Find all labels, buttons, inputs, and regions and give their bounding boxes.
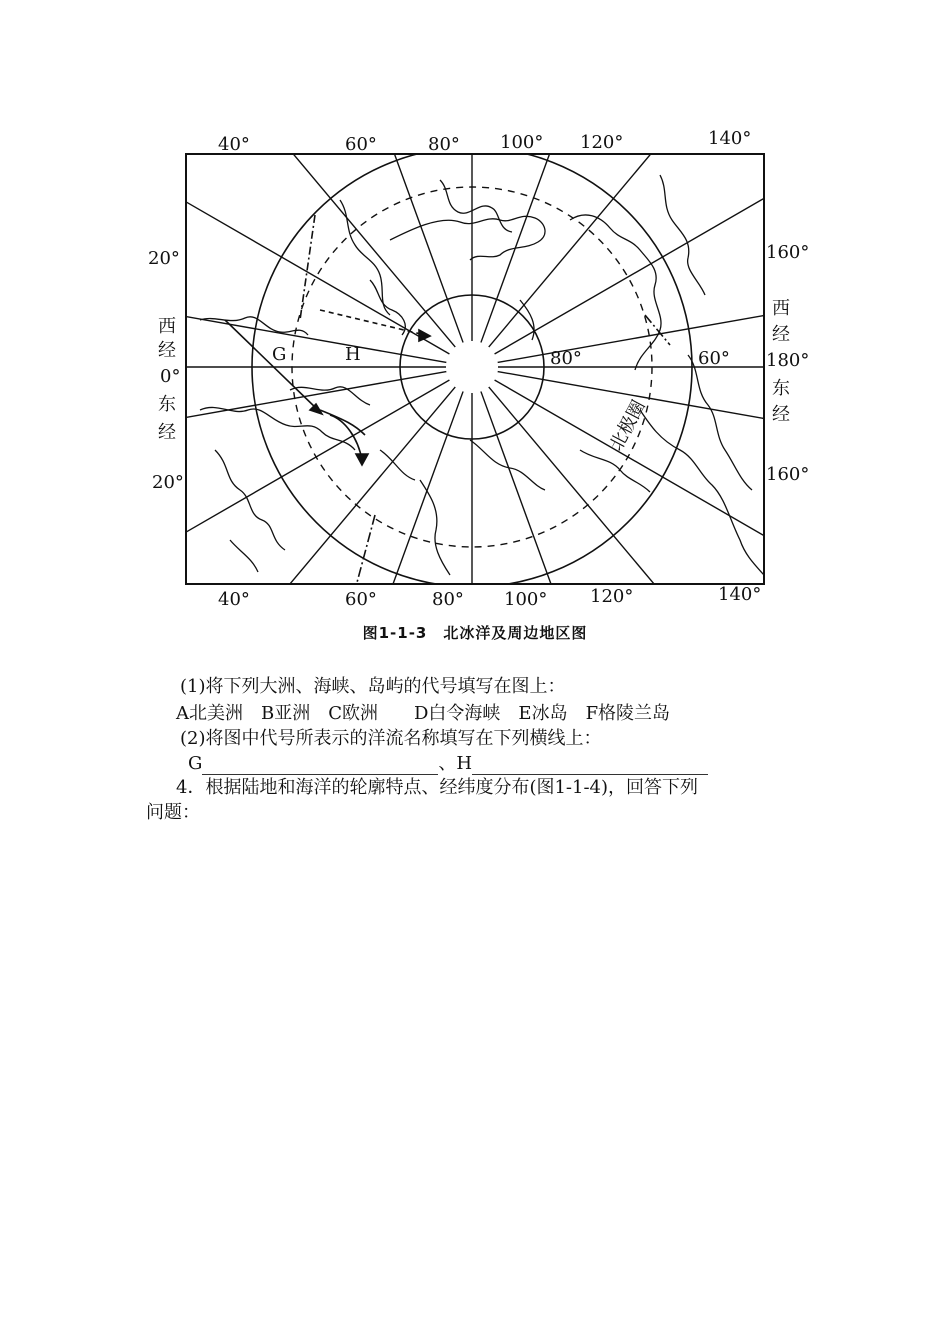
top-label-100: 100° xyxy=(500,132,544,153)
bottom-label-100: 100° xyxy=(504,589,548,610)
left-label-20-lower: 20° xyxy=(152,472,184,493)
right-label-west-1: 西 xyxy=(772,298,790,319)
bottom-label-60: 60° xyxy=(345,589,377,610)
left-label-west-2: 经 xyxy=(158,340,176,361)
meridian-line xyxy=(0,372,446,472)
bottom-label-40: 40° xyxy=(218,589,250,610)
pole-center xyxy=(446,341,498,393)
meridian-line xyxy=(481,0,677,343)
figure-caption: 图1-1-3 北冰洋及周边地区图 xyxy=(362,624,588,642)
top-label-60: 60° xyxy=(345,134,377,155)
top-label-120: 120° xyxy=(580,132,624,153)
top-label-80: 80° xyxy=(428,134,460,155)
top-label-40: 40° xyxy=(218,134,250,155)
right-label-180: 180° xyxy=(766,350,810,371)
left-label-east-1: 东 xyxy=(158,394,176,415)
lat-label-60: 60° xyxy=(698,348,730,369)
blank-label-g: G xyxy=(188,753,203,774)
bottom-label-120: 120° xyxy=(590,586,634,607)
top-label-140: 140° xyxy=(708,128,752,149)
meridian-line xyxy=(267,391,463,930)
left-label-west-1: 西 xyxy=(158,316,176,337)
currents xyxy=(225,215,670,590)
meridian-line xyxy=(267,0,463,343)
bottom-label-140: 140° xyxy=(718,584,762,605)
lat-label-80: 80° xyxy=(550,348,582,369)
right-label-east-2: 经 xyxy=(772,404,790,425)
current-label-g: G xyxy=(272,344,287,365)
question-4-line-1: 4．根据陆地和海洋的轮廓特点、经纬度分布(图1-1-4)，回答下列 xyxy=(176,777,699,798)
right-label-160-lower: 160° xyxy=(766,464,810,485)
arctic-circle-label: 北极圈 xyxy=(605,396,650,455)
left-label-20-upper: 20° xyxy=(148,248,180,269)
left-label-east-2: 经 xyxy=(158,422,176,443)
meridian-line xyxy=(489,0,858,347)
question-4-line-2: 问题： xyxy=(146,802,200,823)
meridian-line xyxy=(0,263,446,363)
question-2: (2)将图中代号所表示的洋流名称填写在下列横线上： xyxy=(180,728,602,749)
right-label-east-1: 东 xyxy=(772,378,790,399)
question-1: (1)将下列大洲、海峡、岛屿的代号填写在图上： xyxy=(180,676,566,697)
current-label-h: H xyxy=(345,344,361,365)
arctic-map xyxy=(140,120,810,620)
left-label-zero: 0° xyxy=(160,366,181,387)
answer-options: A北美洲 B亚洲 C欧洲 D白令海峡 E冰岛 F格陵兰岛 xyxy=(176,703,671,724)
meridian-line xyxy=(495,67,950,354)
right-label-west-2: 经 xyxy=(772,324,790,345)
blank-label-h: 、H xyxy=(438,753,473,774)
right-label-160-upper: 160° xyxy=(766,242,810,263)
meridian-line xyxy=(481,391,677,930)
meridian-line xyxy=(86,0,455,347)
bottom-label-80: 80° xyxy=(432,589,464,610)
blank-line-row xyxy=(188,749,708,775)
